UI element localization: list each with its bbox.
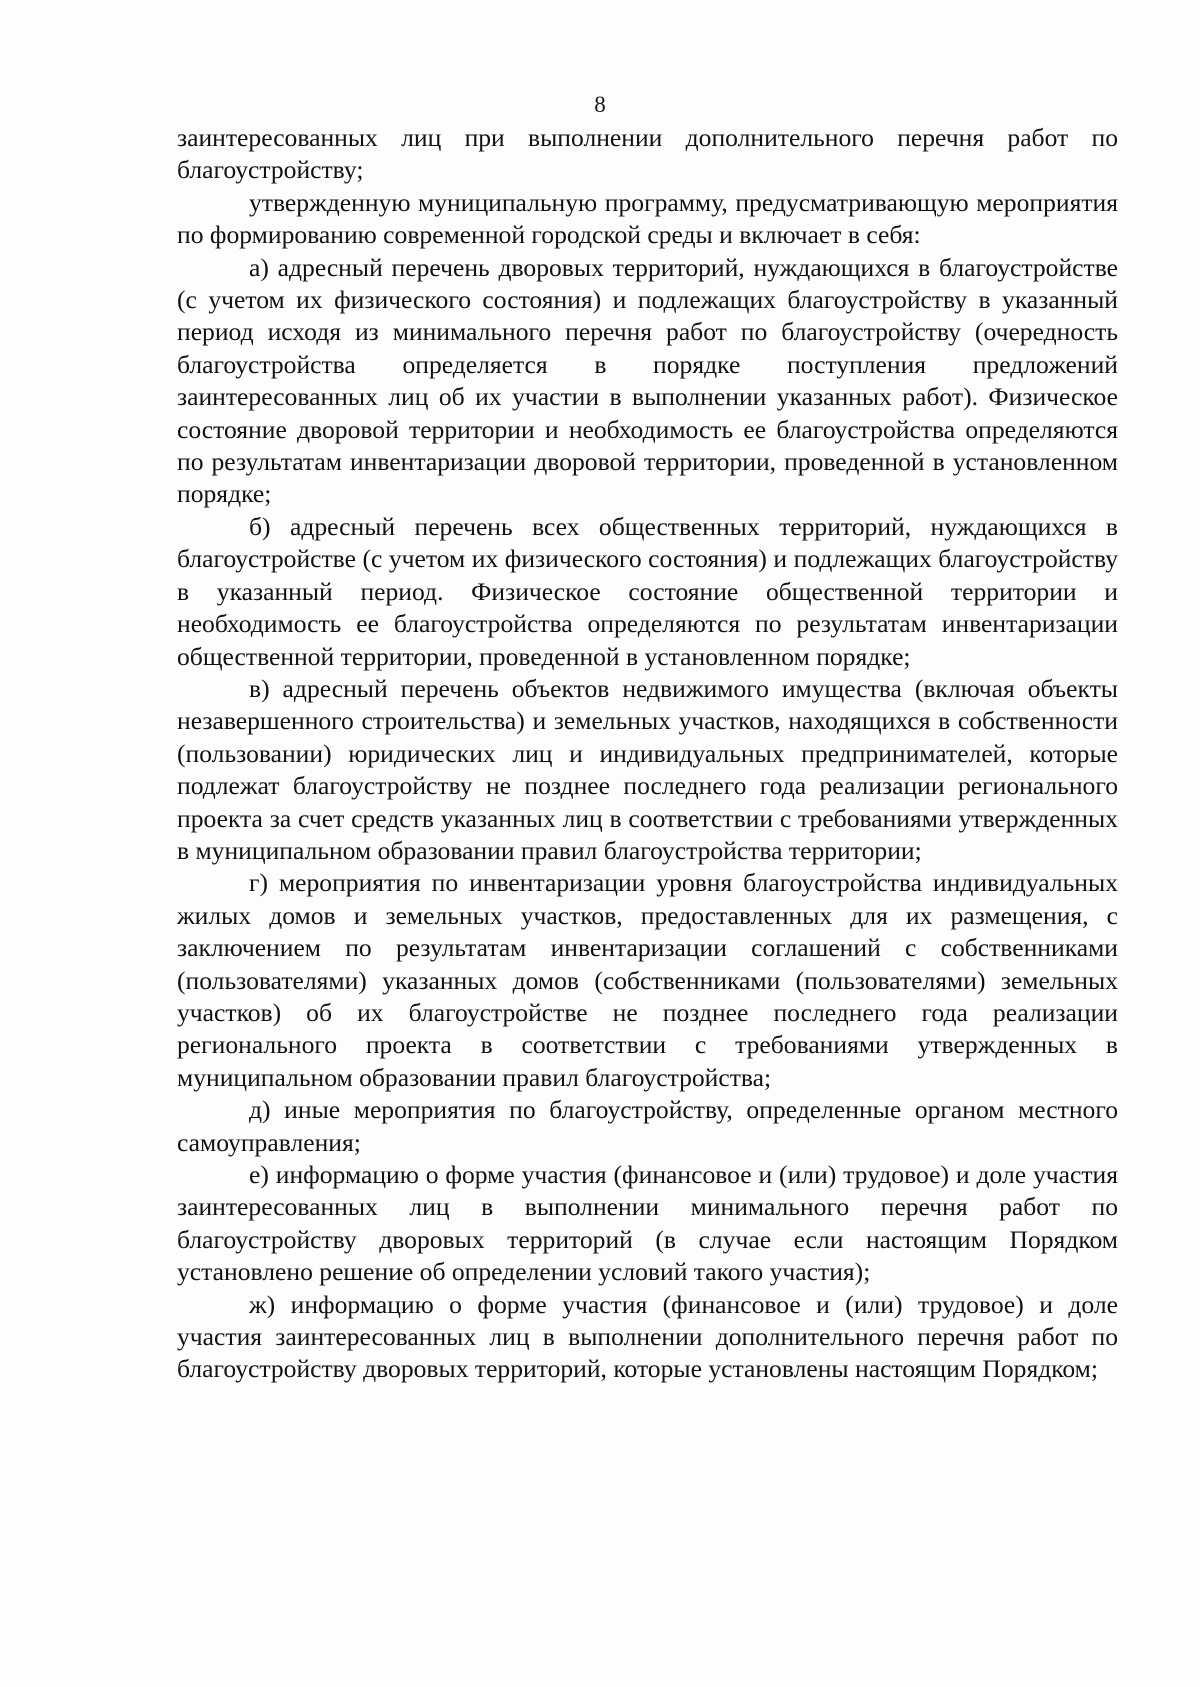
paragraph-municipal-program: утвержденную муниципальную программу, предусматривающую мероприятия по формированию современной городской среды и включает в себя:: [177, 187, 1118, 250]
paragraph-item-a: а) адресный перечень дворовых территорий, нуждающихся в благоустройстве (с учетом их физического состояния) и подлежащих благоустройству в указанный период исходя из минимального перечня работ по благоустройству (очередность благоустройства определяется в порядке поступления предложений заинтересованных лиц об их участии в выполнении указанных работ). Физическое состояние дворовой территории и необходимость ее благоустройства определяются по результатам инвентаризации дворовой территории, проведенной в установленном порядке;: [177, 252, 1118, 509]
page-number: 8: [594, 92, 606, 117]
paragraph-item-g: г) мероприятия по инвентаризации уровня благоустройства индивидуальных жилых домов и земельных участков, предоставленных для их размещения, с заключением по результатам инвентаризации соглашений с собственниками (пользователями) указанных домов (собственниками (пользователями) земельных участков) об их благоустройстве не позднее последнего года реализации регионального проекта в соответствии с требованиями утвержденных в муниципальном образовании правил благоустройства;: [177, 868, 1118, 1092]
paragraph-item-v: в) адресный перечень объектов недвижимого имущества (включая объекты незавершенного строительства) и земельных участков, находящихся в собственности (пользовании) юридических лиц и индивидуальных предпринимателей, которые подлежат благоустройству не позднее последнего года реализации регионального проекта за счет средств указанных лиц в соответствии с требованиями утвержденных в муниципальном образовании правил благоустройства территории;: [177, 673, 1118, 865]
paragraph-item-d: д) иные мероприятия по благоустройству, определенные органом местного самоуправления;: [177, 1095, 1118, 1157]
paragraph-continuation: заинтересованных лиц при выполнении дополнительного перечня работ по благоустройству;: [177, 123, 1118, 185]
paragraph-item-zh: ж) информацию о форме участия (финансовое и (или) трудовое) и доле участия заинтересованных лиц в выполнении дополнительного перечня работ по благоустройству дворовых территорий, которые установлены настоящим Порядком;: [177, 1289, 1118, 1384]
document-body: [177, 122, 1118, 1386]
paragraph-item-e: е) информацию о форме участия (финансовое и (или) трудовое) и доле участия заинтересованных лиц в выполнении минимального перечня работ по благоустройству дворовых территорий (в случае если настоящим Порядком установлено решение об определении условий такого участия);: [177, 1160, 1118, 1287]
paragraph-item-b: б) адресный перечень всех общественных территорий, нуждающихся в благоустройстве (с учетом их физического состояния) и подлежащих благоустройству в указанный период. Физическое состояние общественной территории и необходимость ее благоустройства определяются по результатам инвентаризации общественной территории, проведенной в установленном порядке;: [177, 511, 1118, 671]
